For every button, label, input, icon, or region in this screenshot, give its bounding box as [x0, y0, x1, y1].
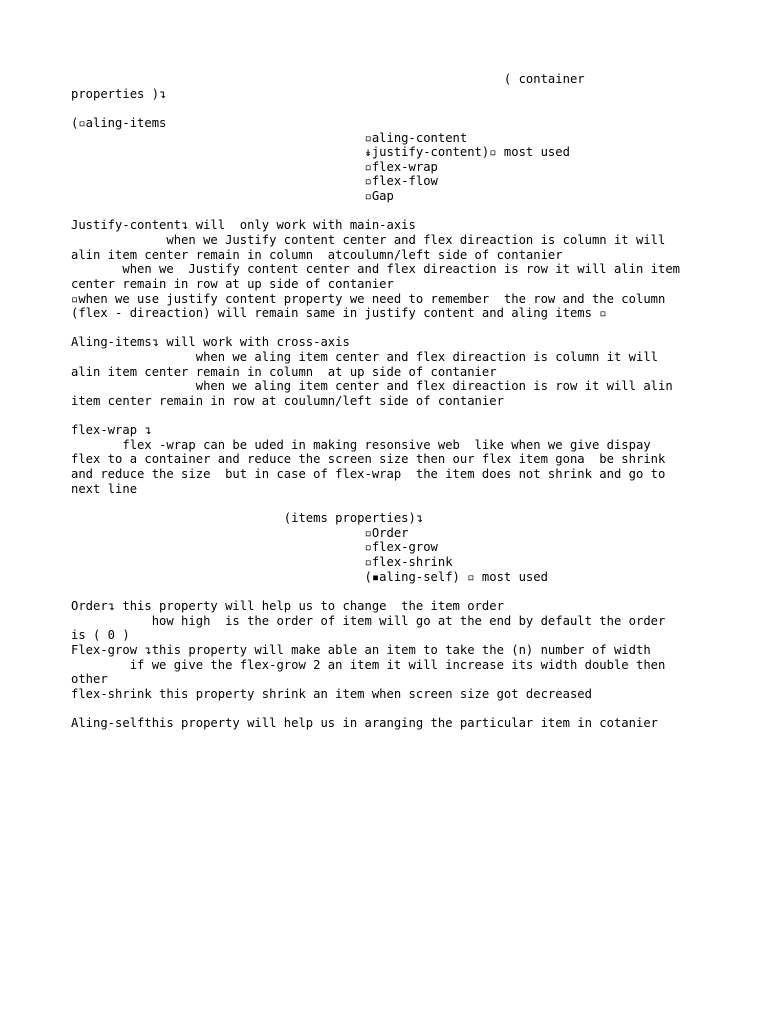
text-line: Aling-items↴ will work with cross-axis [71, 335, 350, 349]
text-line: (▪aling-self) ▫ most used [71, 570, 548, 584]
text-line: (▫aling-items [71, 116, 167, 130]
text-line: (flex - direaction) will remain same in justify content and aling items ▫ [71, 306, 607, 320]
text-line: ▫flex-flow [71, 174, 438, 188]
text-line: ( container [71, 72, 585, 86]
text-line: ▫flex-grow [71, 540, 438, 554]
text-line: item center remain in row at coulumn/left side of contanier [71, 394, 504, 408]
text-line: properties )↴ [71, 87, 167, 101]
text-line: is ( 0 ) [71, 628, 130, 642]
text-line: ▫Order [71, 526, 409, 540]
text-line: Justify-content↴ will only work with main-axis [71, 218, 416, 232]
text-line: and reduce the size but in case of flex-wrap the item does not shrink and go to [71, 467, 666, 481]
text-line: flex to a container and reduce the screen size then our flex item gona be shrink [71, 452, 666, 466]
text-line: ▫aling-content [71, 131, 468, 145]
text-line: Aling-selfthis property will help us in aranging the particular item in cotanier [71, 716, 658, 730]
text-line: when we Justify content center and flex direaction is row it will alin item [71, 262, 681, 276]
text-line: alin item center remain in column atcoulumn/left side of contanier [71, 248, 563, 262]
text-line: ▫flex-wrap [71, 160, 438, 174]
text-line: ▫when we use justify content property we need to remember the row and the column [71, 292, 666, 306]
text-line: ↡justify-content)▫ most used [71, 145, 570, 159]
text-line: how high is the order of item will go at the end by default the order [71, 614, 666, 628]
text-line: alin item center remain in column at up side of contanier [71, 365, 497, 379]
text-line: Order↴ this property will help us to change the item order [71, 599, 504, 613]
text-line: ▫flex-shrink [71, 555, 453, 569]
text-line: when we aling item center and flex direaction is column it will [71, 350, 658, 364]
text-line: flex-wrap ↴ [71, 423, 152, 437]
text-line: other [71, 672, 108, 686]
text-line: Flex-grow ↴this property will make able an item to take the (n) number of width [71, 643, 651, 657]
text-line: center remain in row at up side of contanier [71, 277, 394, 291]
text-line: if we give the flex-grow 2 an item it will increase its width double then [71, 658, 666, 672]
text-line: when we aling item center and flex direaction is row it will alin [71, 379, 673, 393]
text-line: flex -wrap can be uded in making resonsive web like when we give dispay [71, 438, 651, 452]
text-line: (items properties)↴ [71, 511, 424, 525]
text-line: next line [71, 482, 138, 496]
text-line: when we Justify content center and flex direaction is column it will [71, 233, 666, 247]
text-line: flex-shrink this property shrink an item when screen size got decreased [71, 687, 592, 701]
text-line: ▫Gap [71, 189, 394, 203]
